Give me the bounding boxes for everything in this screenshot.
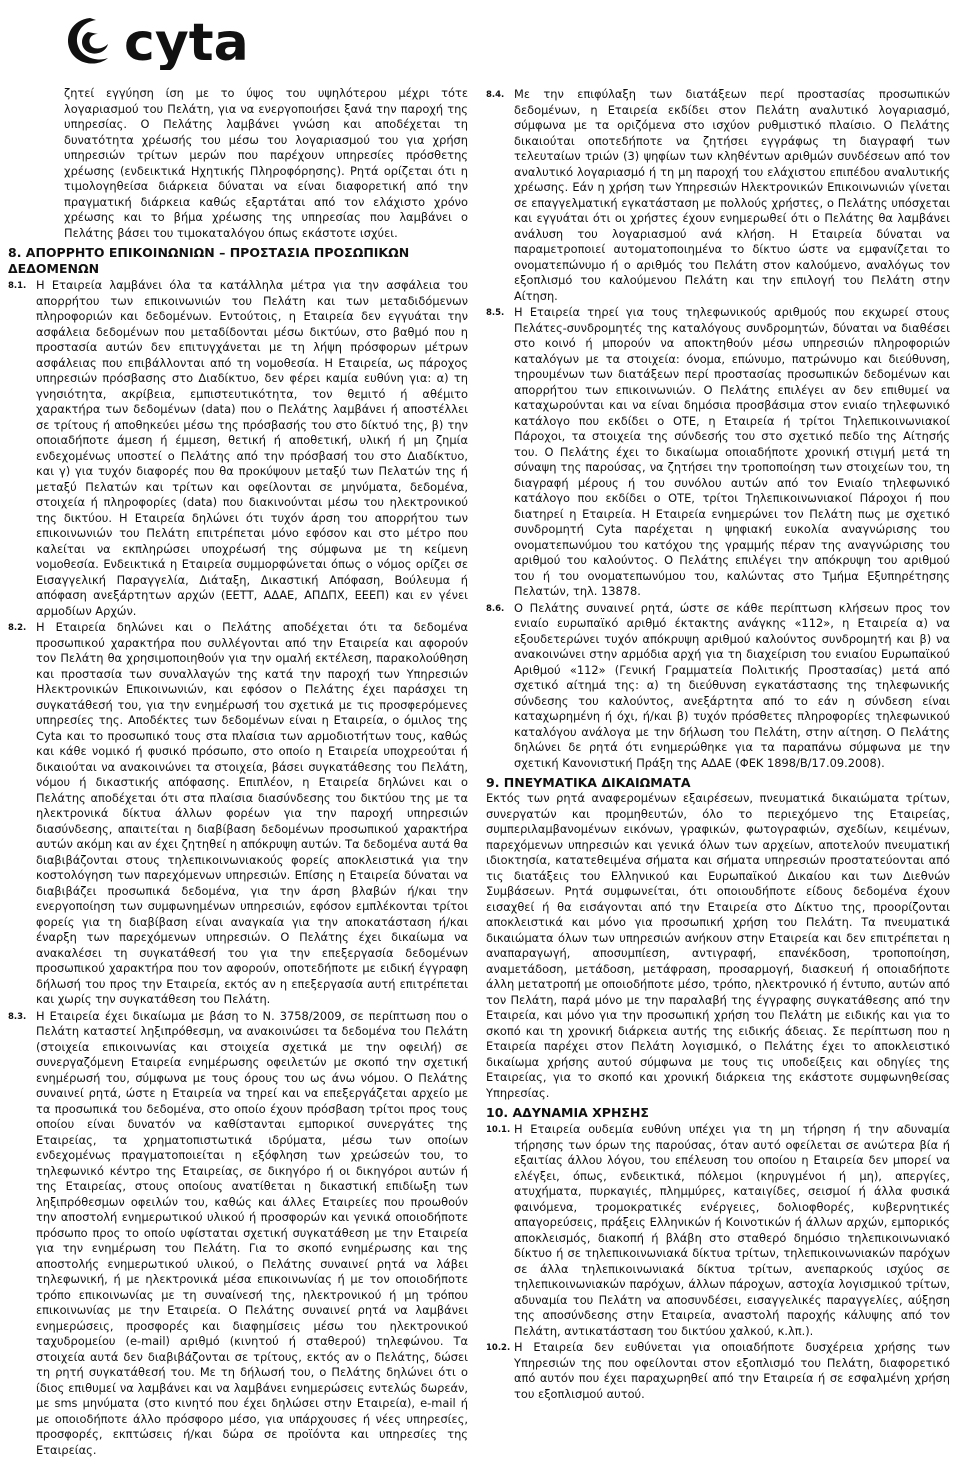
- section-10-title: 10. ΑΔΥΝΑΜΙΑ ΧΡΗΣΗΣ: [486, 1105, 950, 1121]
- clause-text: Η Εταιρεία τηρεί για τους τηλεφωνικούς αριθμούς που εκχωρεί στους Πελάτες-συνδρομητές της καταλόγους συνδρομητών, δύναται να διαθέσει στο κοινό ή μπορούν να αποκτηθούν μέσω υπηρεσιών πληροφοριών καταλόγων με τα στοιχεία: όνομα, επώνυμο, πατρώνυμο και διεύθυνση, τηρουμένων των διατάξεων περί προστασίας προσωπικών δεδομένων και απορρήτου των επικοινωνιών. Ο Πελάτης επιλέγει αν δεν επιθυμεί να καταχωρούνται και να είναι δημόσια προσβάσιμα στον ενιαίο τηλεφωνικό κατάλογο που εκδίδει ο ΟΤΕ, η Εταιρεία ή τρίτοι Τηλεπικοινωνιακοί Πάροχοι, τα στοιχεία της σύνδεσής του στο σχετικό πεδίο της Αίτησής του. Ο Πελάτης έχει το δικαίωμα οποιαδήποτε χρονική στιγμή μετά τη σύναψη της παρούσας, να ζητήσει την τροποποίηση των στοιχείων του, τη διαγραφή μέρους ή του συνόλου αυτών από τον Ενιαίο τηλεφωνικό κατάλογο που εκδίδει ο ΟΤΕ, τρίτοι Τηλεπικοινωνιακοί Πάροχοι ή που διατηρεί η Εταιρεία. Η Εταιρεία ενημερώνει τον Πελάτη πως με σχετικό συνδρομητή Cyta παρέχεται η ψηφιακή ευκολία αναγνώρισης του ονοματεπωνύμου του κατόχου της γραμμής πέραν της αναγνώρισης του αριθμού του καλούντος. Ο Πελάτης επιλέγει την απόκρυψη του αριθμού του ή του ονοματεπωνύμου του, καλώντας στο Τμήμα Εξυπηρέτησης Πελατών, τηλ. 13878.: [514, 305, 950, 600]
- clause-text: Η Εταιρεία έχει δικαίωμα με βάση το Ν. 3758/2009, σε περίπτωση που ο Πελάτη καταστεί ληξιπρόθεσμη, να ανακοινώσει τα δεδομένα του Πελάτη (στοιχεία επικοινωνίας και στοιχεία σχετικά με την οφειλή) σε συνεργαζόμενη Εταιρεία ενημέρωσης οφειλετών με σκοπό την σχετική ενημέρωσή του, σύμφωνα με τους όρους του ως άνω νόμου. Ο Πελάτης συναινεί ρητά, ώστε η Εταιρεία να τηρεί και να επεξεργάζεται αρχείο με τα προσωπικά του δεδομένα, στο οποίο έχουν πρόσβαση τρίτοι προς τους οποίου είναι δυνατόν να καθίστανται εμπορικοί συνεργάτες της Εταιρείας, τα χρηματοπιστωτικά ιδρύματα, μέσω των οποίων ενδεχομένως πραγματοποιείται η εξόφληση των χρεώσεών του, το τηλεφωνικό κέντρο της Εταιρείας, σε δικηγόρο ή οι δικηγόροι αυτών ή της Εταιρείας, στους οποίους ανατίθεται η δικαστική επιδίωξη των ληξιπρόθεσμων οφειλών του, καθώς και άλλες Εταιρείες που προωθούν την αποστολή ενημερωτικού υλικού ή προσφορών και γενικά οποιοδήποτε πρόσωπο προς το οποίο υφίσταται σχετική συγκατάθεση με την Εταιρεία για την ενημέρωση του Πελάτη. Για το σκοπό ενημέρωσης και της αποστολής ενημερωτικού υλικού, ο Πελάτης συναινεί ρητά να λάβει τηλεφωνική, ή με ηλεκτρονικά μέσα επικοινωνίας ή με τον οποιοδήποτε τρόπο επικοινωνίας με τη συναίνεσή της, ηλεκτρονικού ή μη τρόπου επικοινωνίας με την Εταιρεία. Ο Πελάτης συναινεί ρητά να λαμβάνει ενημερώσεις, προσφορές και διαφημίσεις μέσω του ηλεκτρονικού ταχυδρομείου (e-mail) αριθμό (κινητού ή σταθερού) τηλεφώνου. Τα στοιχεία αυτά δεν διαβιβάζονται σε τρίτους, εκτός αν ο Πελάτης, δώσει τη ρητή συγκατάθεσή του. Με τη δήλωσή του, ο Πελάτης δηλώνει ότι ο ίδιος επιθυμεί να λαμβάνει και να λαμβάνει ενημερώσεις εντελώς δωρεάν, με sms μηνύματα (στο κινητό που έχει δηλώσει στην Εταιρεία), e-mail ή με οποιοδήποτε άλλο πρόσφορο μέσο, για υπάρχουσες ή νέες υπηρεσίες, προσφορές, εκπτώσεις ή/και δώρα σε προϊόντα και υπηρεσίες της Εταιρείας.: [8, 1009, 468, 1458]
- clause-8-4: [486, 87, 950, 304]
- cyta-logo-icon: [62, 14, 342, 70]
- clause-8-5: [486, 305, 950, 600]
- clause-text: Η Εταιρεία δηλώνει και ο Πελάτης αποδέχεται ότι τα δεδομένα προσωπικού χαρακτήρα που συλλέγονται από την Εταιρεία και αφορούν τον Πελάτη θα χρησιμοποιηθούν για την ομαλή εκτέλεση, παρακολούθηση και προστασία των συναλλαγών της κατά την παροχή των Υπηρεσιών Ηλεκτρονικών Επικοινωνιών, και εφόσον ο Πελάτης έχει παράσχει τη συγκατάθεσή του, για την ενημέρωσή του σχετικά με τις προσφερόμενες υπηρεσίες της. Αποδέκτες των δεδομένων είναι η Εταιρεία, ο όμιλος της Cyta και το προσωπικό τους στα πλαίσια των αρμοδιοτήτων τους, καθώς και κάθε νομικό ή φυσικό πρόσωπο, στο οποίο η Εταιρεία υποχρεούται ή δικαιούται να ανακοινώνει τα στοιχεία, βάσει συγκατάθεσης του Πελάτη, νόμου ή δικαστικής απόφασης. Επιπλέον, η Εταιρεία δηλώνει και ο Πελάτης αποδέχεται ότι στα πλαίσια διασύνδεσης του δικτύου της με τα ηλεκτρονικά δίκτυα άλλων φορέων για την παροχή υπηρεσιών διασύνδεσης, απαιτείται η διαβίβαση δεδομένων προσωπικού χαρακτήρα αυτών ακόμη και αν έχει ζητηθεί η απόκρυψη αυτών. Τα δεδομένα αυτά θα διαβιβάζονται στους τηλεπικοινωνιακούς φορείς αποκλειστικά για την κοστολόγηση των παρεχόμενων υπηρεσιών. Επίσης η Εταιρεία δύναται να διαβιβάζει προσωπικά δεδομένα, για την άρση βλαβών ή/και την ενεργοποίηση των συμφωνημένων υπηρεσιών, εφόσον εμπλέκονται τρίτοι φορείς για τη διαβίβαση είναι αναγκαία για την αποκατάσταση ή/και έναρξη των παρεχόμενων υπηρεσιών. Ο Πελάτης έχει δικαίωμα να ανακαλέσει τη συγκατάθεσή του για την επεξεργασία δεδομένων προσωπικού χαρακτήρα που τον αφορούν, οποτεδήποτε με ειδική έγγραφη δήλωσή του προς την Εταιρεία, εκτός αν η επεξεργασία αυτή επιτρέπεται και χωρίς την συγκατάθεση του Πελάτη.: [8, 620, 468, 1008]
- header: [0, 0, 960, 78]
- right-column: [486, 86, 950, 1402]
- clause-text: Η Εταιρεία ουδεμία ευθύνη υπέχει για τη μη τήρηση ή την αδυναμία τήρησης των όρων της παρούσας, όταν αυτό οφείλεται σε ανώτερα βία ή εξαιτίας άλλου λόγου, του επέλευση του οποίου η Εταιρεία δεν μπορεί να ελέγξει, όπως, ενδεικτικά, πόλεμοι (κηρυγμένοι ή μη), απεργίες, ατυχήματα, πυρκαγιές, πλημμύρες, καταιγίδες, σεισμοί ή άλλα φυσικά φαινόμενα, τρομοκρατικές ενέργειες, δολιοφθορές, κυβερνητικές απαγορεύσεις, πράξεις Ελληνικών ή Κοινοτικών ή άλλων αρχών, εμπορικός αποκλεισμός, διακοπή ή βλάβη στο σταθερό δημόσιο τηλεπικοινωνιακό δίκτυο ή σε τηλεπικοινωνιακά δίκτυα τρίτων, τηλεπικοινωνιακών παρόχων σε άλλα τηλεπικοινωνιακά δίκτυα τρίτων, ανεπαρκούς ισχύος σε τηλεπικοινωνιακών παρόχων, άλλων πάροχων, αστοχία λογισμικού τρίτων, αδυναμία του Πελάτη να αποσυνδέσει, εισαγγελικές παραγγελίες, αύξηση της αποσύνδεσης στην Εταιρεία, αναστολή παροχής κάλυψης από τον Πελάτη, αντικατάσταση του δικτύου χαλκού, κ.λπ.).: [514, 1122, 950, 1339]
- intro-paragraph: ζητεί εγγύηση ίση με το ύψος του υψηλότερου μέχρι τότε λογαριασμού του Πελάτη, για να ενεργοποιήσει ξανά την παροχή της υπηρεσίας. Ο Πελάτης λαμβάνει γνώση και αποδέχεται τη δυνατότητα χρέωσής του μέσω του λογαριασμού του για χρήση υπηρεσιών τρίτων μερών που παρέχουν υπηρεσίες πρόσθετης χρέωσης (ενδεικτικά Ηχητικής Πληροφόρησης). Ρητά ορίζεται ότι η τιμολογηθείσα διάρκεια δύναται να είναι διαφορετική από την πραγματική διάρκεια καθώς εξαρτάται από τον ελάχιστο χρόνο χρέωσης και το βήμα χρέωσης της υπηρεσίας που λαμβάνει ο Πελάτης βάσει του τιμοκαταλόγου όπως εκάστοτε ισχύει.: [8, 86, 468, 241]
- clause-10-2: [486, 1340, 950, 1402]
- clause-10-1: [486, 1122, 950, 1339]
- clause-8-6: [486, 601, 950, 772]
- left-column: [8, 86, 468, 1458]
- clause-text: Με την επιφύλαξη των διατάξεων περί προστασίας προσωπικών δεδομένων, η Εταιρεία εκδίδει στον Πελάτη αναλυτικό λογαριασμό, σύμφωνα με τα οριζόμενα στο ισχύον ρυθμιστικό πλαίσιο. Ο Πελάτης δικαιούται οποτεδήποτε να ζητήσει εγγράφως τη διαγραφή των τελευταίων τριών (3) ψηφίων των κληθέντων αριθμών συνδέσεων από τον αναλυτικό λογαριασμό ή τη μη παροχή του ελάχιστου επιπέδου αναλυτικής χρέωσης. Εάν η χρήση των Υπηρεσιών Ηλεκτρονικών Επικοινωνιών γίνεται σε επαγγελματική εγκατάσταση με πολλούς χρήστες, ο Πελάτης υπόσχεται και εγγυάται ότι οι χρήστες έχουν ενημερωθεί ότι ο Πελάτης θα λαμβάνει ανάλυση του λογαριασμού ανά κλήση. Η Εταιρεία δύναται να παραμετροποιεί αυτοματοποιημένα το δίκτυο ώστε να εμφανίζεται το ονοματεπώνυμο ή ο αριθμός του Πελάτη στον καλούμενο, αναλόγως τον εξοπλισμό του καλούμενου Πελάτη και την επιλογή του Πελάτη στην Αίτηση.: [514, 87, 950, 304]
- clause-text: Ο Πελάτης συναινεί ρητά, ώστε σε κάθε περίπτωση κλήσεων προς τον ενιαίο ευρωπαϊκό αριθμό έκτακτης ανάγκης «112», η Εταιρεία α) να εξουδετερώνει τυχόν απόκρυψη αριθμού καλούντος συνδρομητή και β) να ανακοινώνει στην αρμόδια αρχή για τη διαχείριση του ενιαίου Ευρωπαϊκού Αριθμού «112» (Γενική Γραμματεία Πολιτικής Προστασίας) μετά από σχετικό αίτημά της: α) τη διεύθυνση εγκατάστασης της τηλεφωνικής σύνδεσης του καλούντος, ανεξάρτητα από το εάν η σύνδεση είναι καταχωρημένη ή όχι, ή/και β) τυχόν πρόσθετες πληροφορίες τηλεφωνικού καταλόγου ανάλογα με την δήλωση του Πελάτη, στην αίτηση. Ο Πελάτης δηλώνει δε ρητά ότι ενημερώθηκε για τα παραπάνω σύμφωνα με την σχετική Κανονιστική Πράξη της ΑΔΑΕ (ΦΕΚ 1898/Β/17.09.2008).: [514, 601, 950, 772]
- clause-8-1: [8, 278, 468, 619]
- clause-text: Η Εταιρεία λαμβάνει όλα τα κατάλληλα μέτρα για την ασφάλεια του απορρήτου των επικοινωνιών του Πελάτη και των μεταδιδόμενων πληροφοριών και δεδομένων. Εντούτοις, η Εταιρεία δεν εγγυάται την ασφάλεια δεδομένων που μεταδίδονται μέσω δικτύων, στο βαθμό που η προστασία αυτών δεν επιτυγχάνεται με τη λήψη πρόσφορων μέτρων ασφάλειας που επιβάλλονται από τη νομοθεσία. Η Εταιρεία, ως πάροχος υπηρεσιών πρόσβασης στο Διαδίκτυο, δεν φέρει καμία ευθύνη για: α) τη γνησιότητα, ακρίβεια, εμπιστευτικότητα, τον θεμιτό ή αθέμιτο χαρακτήρα των δεδομένων (data) που ο Πελάτης λαμβάνει ή αποστέλλει σε τρίτους ή αποθηκεύει μέσω της πρόσβασής του στο δίκτυό της, β) την οποιαδήποτε άμεση ή έμμεση, θετική ή αποθετική, υλική ή μη ζημία ενδεχομένως υποστεί ο Πελάτης από την πρόσβασή του στο Διαδίκτυο, και γ) για τυχόν διαφορές που θα προκύψουν μεταξύ των Πελατών της ή μεταξύ Πελατών και τρίτων και οφείλονται σε μηνύματα, δεδομένα, στοιχεία ή πληροφορίες (data) που διακινούνται μέσω του ηλεκτρονικού της δικτύου. Η Εταιρεία δηλώνει ότι τυχόν άρση του απορρήτου των επικοινωνιών του Πελάτη επιτρέπεται μόνο εφόσον και στο μέτρο που καλείται να εκπληρώσει υποχρέωσή της σύμφωνα με τη κείμενη νομοθεσία. Ενδεικτικά η Εταιρεία συμμορφώνεται όπως ο νόμος ορίζει σε Εισαγγελική Παραγγελία, Διάταξη, Δικαστική Απόφαση, Βούλευμα ή απόφαση ανεξάρτητων αρχών (ΕΕΤΤ, ΑΔΑΕ, ΑΠΔΠΧ, ΕΕΕΠ) και εν γένει αρμοδίων Αρχών.: [8, 278, 468, 619]
- clause-8-2: [8, 620, 468, 1008]
- section-8-title: 8. ΑΠΟΡΡΗΤΟ ΕΠΙΚΟΙΝΩΝΙΩΝ – ΠΡΟΣΤΑΣΙΑ ΠΡΟΣΩΠΙΚΩΝ ΔΕΔΟΜΕΝΩΝ: [8, 245, 468, 277]
- clause-number: 8.2.: [8, 620, 36, 633]
- clause-number: 8.3.: [8, 1009, 36, 1022]
- section-9-title: 9. ΠΝΕΥΜΑΤΙΚΑ ΔΙΚΑΙΩΜΑΤΑ: [486, 775, 950, 791]
- section-9-text: Εκτός των ρητά αναφερομένων εξαιρέσεων, πνευματικά δικαιώματα τρίτων, συνεργατών και προμηθευτών, όλο το περιεχόμενο της Εταιρείας, συμπεριλαμβανομένων εικόνων, γραφικών, φωτογραφιών, σχεδίων, κειμένων, παρεχόμενων υπηρεσιών και γενικά όλων των αρχείων, αποτελούν πνευματική ιδιοκτησία, κατατεθειμένα σήματα και σήματα υπηρεσιών προστατεύονται από τις διατάξεις του Ελληνικού και Ευρωπαϊκού Δικαίου και των Διεθνών Συμβάσεων. Ρητά συμφωνείται, ότι οποιουδήποτε είδους δεδομένα έχουν εισαχθεί ή θα εισάγονται από την Εταιρεία στο Δίκτυο της, προορίζονται αποκλειστικά και μόνο για προσωπική χρήση του Πελάτη. Τα πνευματικά δικαιώματα όλων των υπηρεσιών ανήκουν στην Εταιρεία και δεν επιτρέπεται η αναπαραγωγή, αποσυμπίεση, αντιγραφή, επανέκδοση, τροποποίηση, αναμετάδοση, μετάδοση, μετάφραση, προσαρμογή, διασκευή ή οποιαδήποτε άλλη μετατροπή με οποιοδήποτε μέσο, τρόπο, ηλεκτρονικό ή έντυπο, αυτών από τον Πελάτη, παρά μόνο με την παραλαβή της έγγραφης συγκατάθεσης από την Εταιρεία, και μόνο για την προσωπική χρήση του Πελάτη με ειδικής και για το σκοπό και τη χρονική διάρκεια αυτής της ειδικής άδειας. Σε περίπτωση που η Εταιρεία παρέχει στον Πελάτη λογισμικό, ο Πελάτης έχει το αποκλειστικό δικαίωμα χρήσης αυτού σύμφωνα με τους τις υποδείξεις και οδηγίες της Εταιρείας, για το σκοπό και χρονική διάρκεια της εκάστοτε συμφωνηθείσας Υπηρεσίας.: [486, 791, 950, 1101]
- clause-number: 10.1.: [486, 1122, 514, 1339]
- clause-number: 8.1.: [8, 278, 36, 291]
- logo-wordmark: cyta: [124, 14, 249, 70]
- clause-8-3: [8, 1009, 468, 1458]
- clause-number: 8.4.: [486, 87, 514, 304]
- clause-number: 8.5.: [486, 305, 514, 600]
- clause-number: 10.2.: [486, 1340, 514, 1402]
- clause-text: Η Εταιρεία δεν ευθύνεται για οποιαδήποτε δυσχέρεια χρήσης των Υπηρεσιών της που οφείλονται στον εξοπλισμό του Πελάτη, διαφορετικό από αυτόν που έχει παραχωρηθεί από την Εταιρεία ή σε εσφαλμένη χρήση του εξοπλισμού αυτού.: [514, 1340, 950, 1402]
- clause-number: 8.6.: [486, 601, 514, 772]
- cyta-logo: [62, 14, 342, 74]
